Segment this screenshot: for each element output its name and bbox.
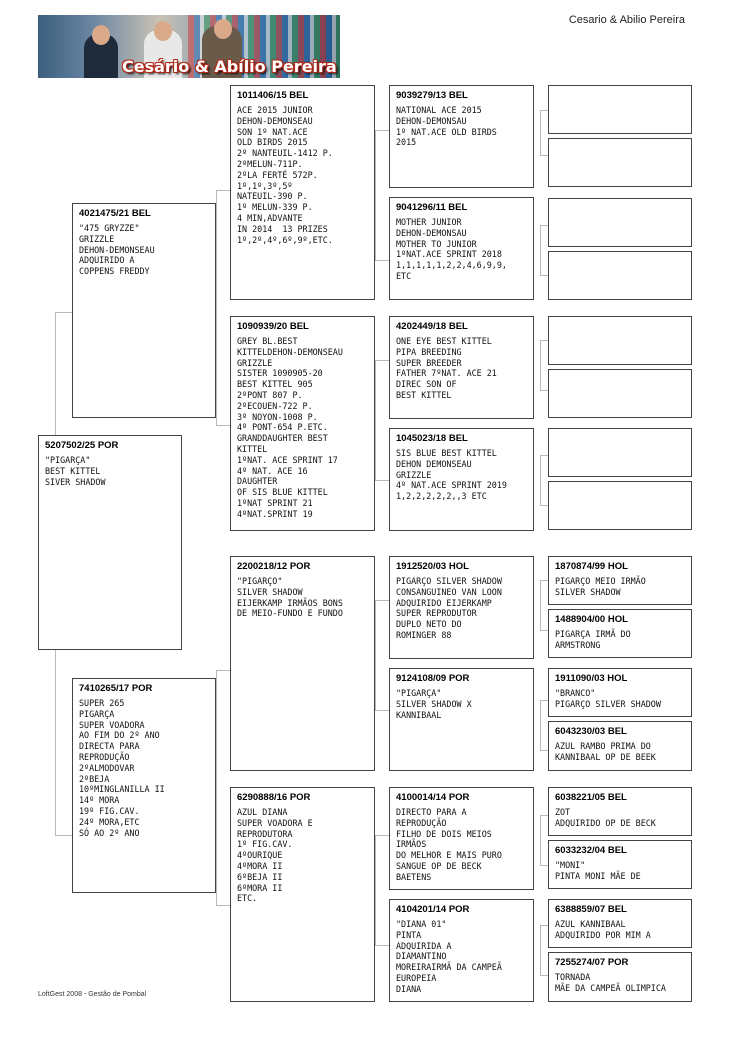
pedigree-sire-dam[interactable] <box>230 316 375 531</box>
bird-notes: MOTHER JUNIOR DEHON-DEMONSAU MOTHER TO JUNIOR 1ºNAT.ACE SPRINT 2018 1,1,1,1,1,2,2,4,6,9,9, ETC <box>396 217 507 281</box>
pedigree-gen4-5[interactable] <box>389 556 534 659</box>
ring-number: 1870874/99 HOL <box>555 561 628 572</box>
header-banner <box>38 15 340 78</box>
ring-number: 1912520/03 HOL <box>396 561 469 572</box>
pedigree-dam-sire[interactable] <box>230 556 375 771</box>
pedigree-gen5-empty-7 <box>548 428 692 477</box>
bird-notes: AZUL RAMBO PRIMA DO KANNIBAAL OP DE BEEK <box>555 741 656 762</box>
pedigree-gen5-14[interactable] <box>548 840 692 889</box>
pedigree-gen5-9[interactable] <box>548 556 692 605</box>
ring-number: 1011406/15 BEL <box>237 90 309 101</box>
pedigree-gen5-16[interactable] <box>548 952 692 1002</box>
bird-notes: AZUL KANNIBAAL ADQUIRIDO POR MIM A <box>555 919 651 940</box>
ring-number: 6038221/05 BEL <box>555 792 627 803</box>
pedigree-sire-sire[interactable] <box>230 85 375 300</box>
pedigree-gen5-empty-4 <box>548 251 692 300</box>
bird-notes: AZUL DIANA SUPER VOADORA E REPRODUTORA 1º FIG.CAV. 4ºOURIQUE 4ºMORA II 6ºBEJA II 6ºMORA II ETC. <box>237 807 313 904</box>
banner-head-3 <box>214 19 232 39</box>
ring-number: 4100014/14 POR <box>396 792 470 803</box>
banner-head-2 <box>154 21 172 41</box>
bird-notes: PIGARÇA IRMÃ DO ARMSTRONG <box>555 629 631 650</box>
pedigree-gen4-3[interactable] <box>389 316 534 419</box>
bird-notes: "PIGARÇA" BEST KITTEL SIVER SHADOW <box>45 455 106 487</box>
pedigree-gen5-empty-1 <box>548 85 692 134</box>
pedigree-sire[interactable] <box>72 203 216 418</box>
pedigree-gen5-13[interactable] <box>548 787 692 836</box>
ring-number: 6388859/07 BEL <box>555 904 627 915</box>
pedigree-dam[interactable] <box>72 678 216 893</box>
ring-number: 1488904/00 HOL <box>555 614 628 625</box>
pedigree-gen4-1[interactable] <box>389 85 534 188</box>
ring-number: 5207502/25 POR <box>45 440 119 451</box>
ring-number: 7410265/17 POR <box>79 683 153 694</box>
pedigree-gen5-empty-8 <box>548 481 692 530</box>
ring-number: 6043230/03 BEL <box>555 726 627 737</box>
pedigree-gen4-2[interactable] <box>389 197 534 300</box>
bird-notes: ACE 2015 JUNIOR DEHON-DEMONSEAU SON 1º NAT.ACE OLD BIRDS 2015 2º NANTEUIL-1412 P. 2ºMELUN-711P. 2ºLA FERTÉ 572P. 1º,1º,3º,5º NATEUIL-390 P. 1º MELUN-339 P. 4 MIN,ADVANTE IN 2014 13 PRIZES 1º,2º,4º,6º,9º,ETC. <box>237 105 333 245</box>
banner-head-1 <box>92 25 110 45</box>
pedigree-dam-dam[interactable] <box>230 787 375 1002</box>
pedigree-gen4-7[interactable] <box>389 787 534 890</box>
ring-number: 9041296/11 BEL <box>396 202 468 213</box>
bird-notes: "MONI" PINTA MONI MÃE DE <box>555 860 641 881</box>
pedigree-gen5-empty-6 <box>548 369 692 418</box>
pedigree-gen4-8[interactable] <box>389 899 534 1002</box>
bird-notes: "DIANA 01" PINTA ADQUIRIDA A DIAMANTINO MOREIRAIRMÃ DA CAMPEÃ EUROPEIA DIANA <box>396 919 502 994</box>
ring-number: 9039279/13 BEL <box>396 90 468 101</box>
ring-number: 1045023/18 BEL <box>396 433 468 444</box>
pedigree-gen5-11[interactable] <box>548 668 692 717</box>
bird-notes: PIGARÇO MEIO IRMÃO SILVER SHADOW <box>555 576 646 597</box>
pedigree-gen4-4[interactable] <box>389 428 534 531</box>
ring-number: 4202449/18 BEL <box>396 321 468 332</box>
bird-notes: "PIGARÇO" SILVER SHADOW EIJERKAMP IRMÃOS BONS DE MEIO-FUNDO E FUNDO <box>237 576 343 619</box>
ring-number: 1090939/20 BEL <box>237 321 309 332</box>
pedigree-gen5-empty-2 <box>548 138 692 187</box>
pedigree-gen5-10[interactable] <box>548 609 692 658</box>
footer-credit: LoftGest 2008 - Gestão de Pombal <box>38 991 147 998</box>
bird-notes: "475 GRYZZE" GRIZZLE DEHON-DEMONSEAU ADQUIRIDO A COPPENS FREDDY <box>79 223 155 277</box>
pedigree-gen4-6[interactable] <box>389 668 534 771</box>
pedigree-gen5-empty-3 <box>548 198 692 247</box>
pedigree-subject[interactable] <box>38 435 182 650</box>
bird-notes: SIS BLUE BEST KITTEL DEHON DEMONSEAU GRIZZLE 4º NAT.ACE SPRINT 2019 1,2,2,2,2,2,,3 ETC <box>396 448 507 502</box>
ring-number: 6033232/04 BEL <box>555 845 627 856</box>
bird-notes: ONE EYE BEST KITTEL PIPA BREEDING SUPER BREEDER FATHER 7ºNAT. ACE 21 DIREC SON OF BEST KITTEL <box>396 336 497 400</box>
bird-notes: PIGARÇO SILVER SHADOW CONSANGUINEO VAN LOON ADQUIRIDO EIJERKAMP SUPER REPRODUTOR DUPLO NETO DO ROMINGER 88 <box>396 576 502 640</box>
bird-notes: "PIGARÇA" SILVER SHADOW X KANNIBAAL <box>396 688 472 720</box>
owner-name: Cesario & Abilio Pereira <box>568 14 685 26</box>
ring-number: 4104201/14 POR <box>396 904 470 915</box>
bird-notes: DIRECTO PARA A REPRODUÇÃO FILHO DE DOIS MEIOS IRMÃOS DO MELHOR E MAIS PURO SANGUE OP DE BECK BAETENS <box>396 807 502 882</box>
bird-notes: TORNADA MÃE DA CAMPEÃ OLIMPICA <box>555 972 666 993</box>
pedigree-gen5-15[interactable] <box>548 899 692 948</box>
bird-notes: ZOT ADQUIRIDO OP DE BECK <box>555 807 656 828</box>
bird-notes: GREY BL.BEST KITTELDEHON-DEMONSEAU GRIZZLE SISTER 1090905-20 BEST KITTEL 905 2ºPONT 807 P. 2ºECOUEN-722 P. 3º NOYON-1008 P. 4º PONT-654 P.ETC. GRANDDAUGHTER BEST KITTEL 1ºNAT. ACE SPRINT 17 4º NAT. ACE 16 DAUGHTER OF SIS BLUE KITTEL 1ºNAT SPRINT 21 4ºNAT.SPRINT 19 <box>237 336 343 519</box>
ring-number: 1911090/03 HOL <box>555 673 628 684</box>
ring-number: 2200218/12 POR <box>237 561 311 572</box>
ring-number: 7255274/07 POR <box>555 957 629 968</box>
bird-notes: NATIONAL ACE 2015 DEHON-DEMONSAU 1º NAT.ACE OLD BIRDS 2015 <box>396 105 497 148</box>
pedigree-gen5-12[interactable] <box>548 721 692 771</box>
banner-caption: Cesário & Abílio Pereira <box>122 57 337 76</box>
bird-notes: SUPER 265 PIGARÇA SUPER VOADORA AO FIM DO 2º ANO DIRECTA PARA REPRODUÇÃO 2ºALMODOVAR 2ºBEJA 10ºMINGLANILLA II 14º MORA 19º FIG.CAV. 24º MORA,ETC SÓ AO 2º ANO <box>79 698 165 838</box>
bird-notes: "BRANCO" PIGARÇO SILVER SHADOW <box>555 688 661 709</box>
pedigree-gen5-empty-5 <box>548 316 692 365</box>
ring-number: 4021475/21 BEL <box>79 208 151 219</box>
ring-number: 6290888/16 POR <box>237 792 311 803</box>
ring-number: 9124108/09 POR <box>396 673 470 684</box>
